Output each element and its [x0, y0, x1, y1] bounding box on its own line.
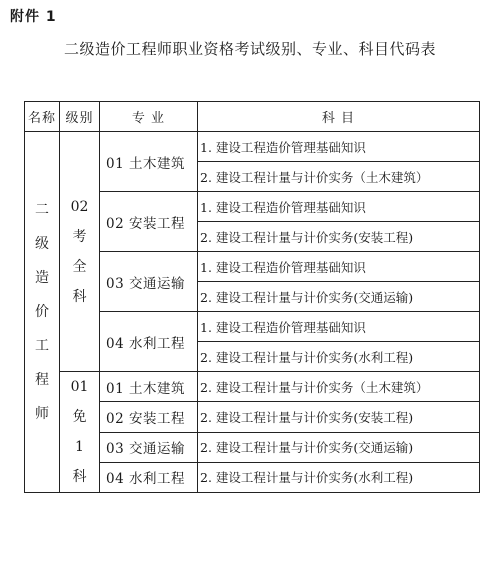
major-cell: 04 水利工程 — [100, 462, 198, 492]
level-cell-exempt: 01 免 1 科 — [60, 372, 100, 493]
header-name: 名称 — [25, 102, 60, 132]
attachment-label: 附件 1 — [10, 9, 57, 25]
subject-cell: 2. 建设工程计量与计价实务(交通运输) — [198, 282, 480, 312]
major-cell: 03 交通运输 — [100, 252, 198, 312]
subject-cell: 2. 建设工程计量与计价实务(水利工程) — [198, 342, 480, 372]
major-cell: 02 安装工程 — [100, 192, 198, 252]
subject-cell: 2. 建设工程计量与计价实务(安装工程) — [198, 402, 480, 432]
name-cell: 二 级 造 价 工 程 师 — [25, 132, 60, 493]
subject-cell: 1. 建设工程造价管理基础知识 — [198, 132, 480, 162]
code-table — [24, 101, 480, 493]
level-cell-full: 02 考 全 科 — [60, 132, 100, 372]
major-cell: 04 水利工程 — [100, 312, 198, 372]
major-cell: 03 交通运输 — [100, 432, 198, 462]
subject-cell: 1. 建设工程造价管理基础知识 — [198, 252, 480, 282]
subject-cell: 2. 建设工程计量与计价实务(安装工程) — [198, 222, 480, 252]
subject-cell: 2. 建设工程计量与计价实务(水利工程) — [198, 462, 480, 492]
subject-cell: 2. 建设工程计量与计价实务(交通运输) — [198, 432, 480, 462]
major-cell: 01 土木建筑 — [100, 372, 198, 402]
header-subject: 科 目 — [198, 102, 480, 132]
table-row — [25, 132, 480, 162]
table-row — [25, 372, 480, 402]
subject-cell: 1. 建设工程造价管理基础知识 — [198, 312, 480, 342]
header-level: 级别 — [60, 102, 100, 132]
major-cell: 01 土木建筑 — [100, 132, 198, 192]
header-major: 专 业 — [100, 102, 198, 132]
subject-cell: 2. 建设工程计量与计价实务（土木建筑） — [198, 372, 480, 402]
header-row — [25, 102, 480, 132]
document-title: 二级造价工程师职业资格考试级别、专业、科目代码表 — [63, 40, 436, 58]
major-cell: 02 安装工程 — [100, 402, 198, 432]
subject-cell: 2. 建设工程计量与计价实务（土木建筑） — [198, 162, 480, 192]
subject-cell: 1. 建设工程造价管理基础知识 — [198, 192, 480, 222]
